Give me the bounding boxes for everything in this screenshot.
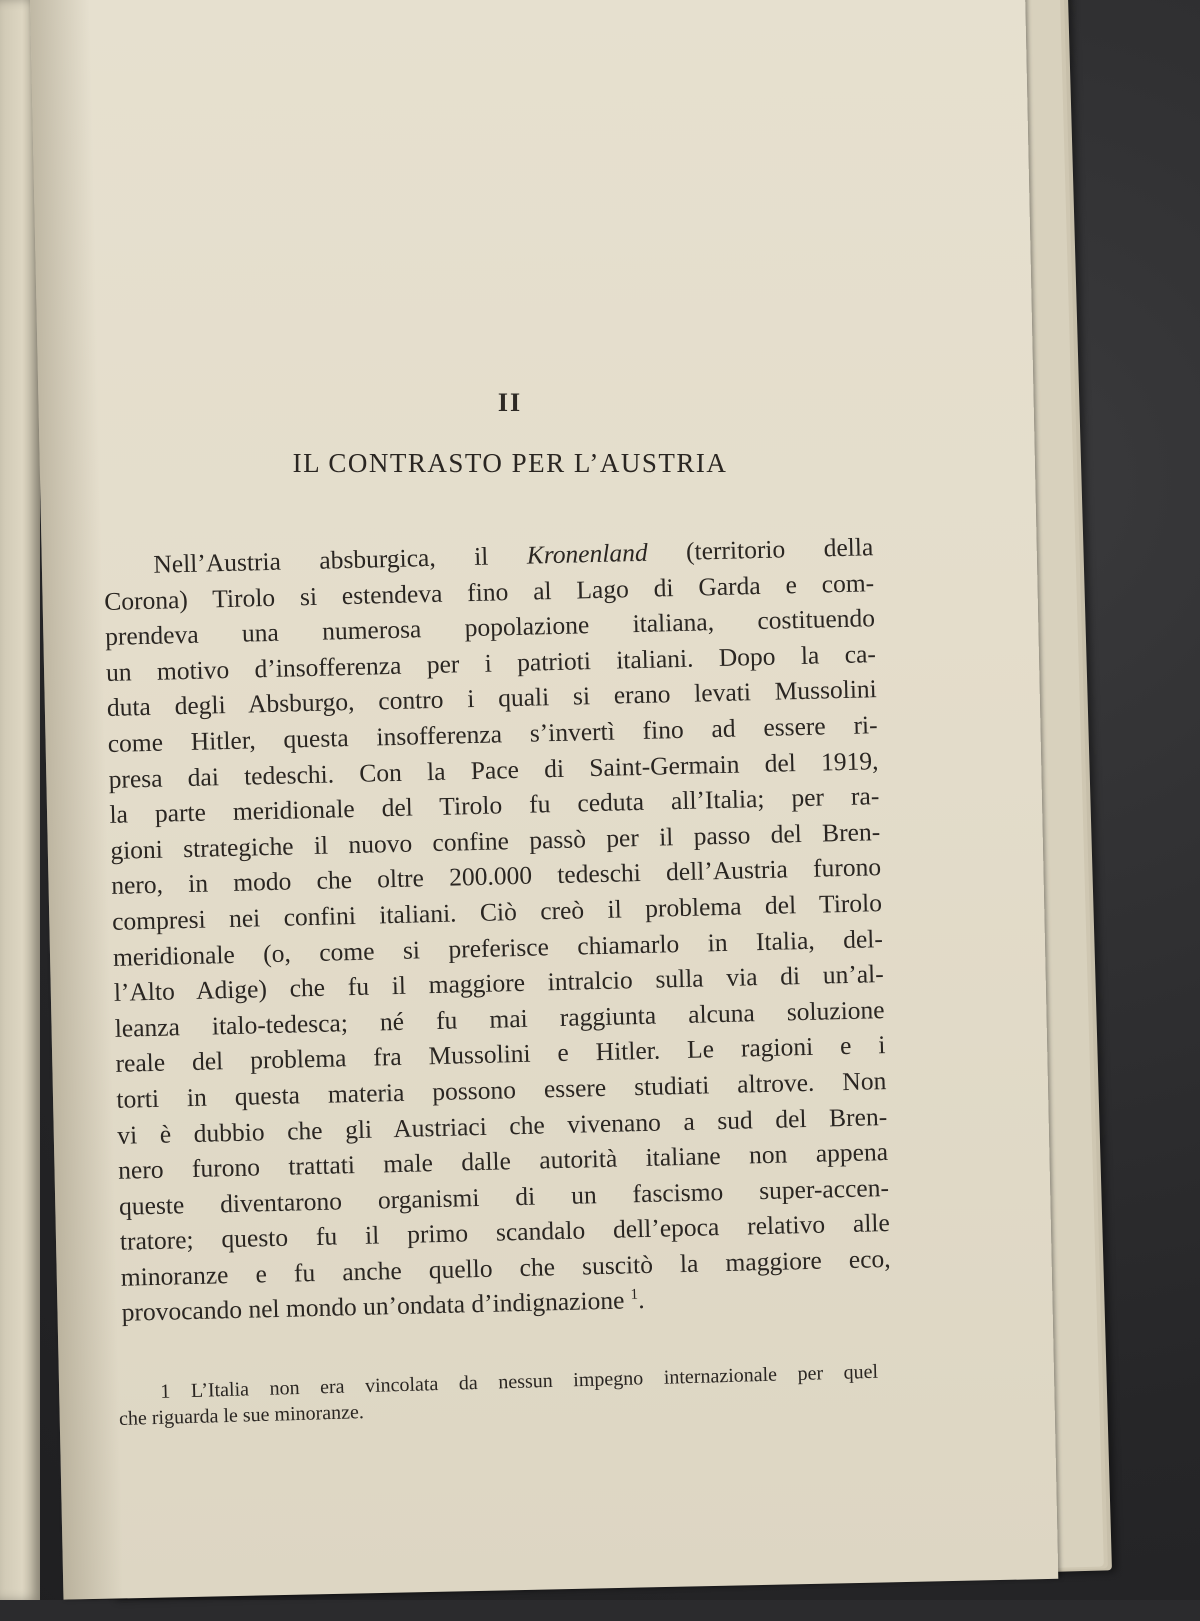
footnote-marker: 1 bbox=[160, 1380, 171, 1403]
text-line: presa dai tedeschi. Con la Pace di Saint-Germain del 1919, bbox=[108, 745, 879, 794]
text-line: vi è dubbio che gli Austriaci che vivenano a sud del Bren- bbox=[116, 1101, 888, 1150]
text-line: Corona) Tirolo si estendeva fino al Lago di Garda e com- bbox=[103, 567, 875, 616]
text-line: un motivo d’insofferenza per i patrioti italiani. Dopo la ca- bbox=[105, 638, 877, 687]
text-line: tratore; questo fu il primo scandalo dell’epoca relativo alle bbox=[119, 1208, 891, 1257]
footnote-text: L’Italia non era vincolata da nessun impegno internazionale per quel bbox=[190, 1360, 879, 1402]
text-line: gioni strategiche il nuovo confine passò per il passo del Bren- bbox=[110, 816, 881, 865]
text-line: nero furono trattati male dalle autorità italiane non appena bbox=[117, 1137, 889, 1185]
text-line: queste diventarono organismi di un fascismo super-accen- bbox=[118, 1172, 890, 1221]
text-line: nero, in modo che oltre 200.000 tedeschi dell’Austria furono bbox=[110, 852, 882, 901]
text-line: minoranze e fu anche quello che suscitò la maggiore eco, bbox=[120, 1243, 891, 1292]
text-line: duta degli Absburgo, contro i quali si erano levati Mussolini bbox=[106, 674, 878, 723]
text-line: leanza italo-tedesca; né fu mai raggiunta alcuna soluzione bbox=[114, 994, 885, 1043]
footnote-line: che riguarda le sue minoranze. bbox=[118, 1401, 365, 1430]
text-segment: provocando nel mondo un’ondata d’indignazione bbox=[121, 1285, 625, 1328]
text-line: torti in questa materia possono essere studiati altrove. Non bbox=[116, 1065, 887, 1114]
text-line: la parte meridionale del Tirolo fu ceduta all’Italia; per ra- bbox=[109, 781, 880, 830]
text-segment: Nell’Austria absburgica, il bbox=[153, 540, 528, 579]
text-segment: (territorio della bbox=[647, 532, 874, 567]
chapter-number: II bbox=[497, 388, 523, 417]
text-segment: . bbox=[637, 1285, 645, 1315]
body-paragraph bbox=[103, 529, 892, 1331]
text-line: l’Alto Adige) che fu il maggiore intralcio sulla via di un’al- bbox=[113, 959, 884, 1007]
text-line: compresi nei confini italiani. Ciò creò il problema del Tirolo bbox=[111, 888, 883, 936]
text-line: come Hitler, questa insofferenza s’invertì fino ad essere ri- bbox=[107, 710, 878, 758]
text-line: reale del problema fra Mussolini e Hitler. Le ragioni e i bbox=[115, 1030, 886, 1079]
chapter-title: IL CONTRASTO PER L’AUSTRIA bbox=[292, 448, 728, 478]
footnote bbox=[118, 1359, 879, 1432]
text-line: meridionale (o, come si preferisce chiamarlo in Italia, del- bbox=[112, 923, 884, 972]
page-content bbox=[30, 0, 1025, 1600]
book-page bbox=[30, 0, 1058, 1600]
text-line: prendeva una numerosa popolazione italiana, costituendo bbox=[104, 603, 876, 652]
italic-term: Kronenland bbox=[526, 537, 648, 570]
footnote-reference[interactable]: 1 bbox=[630, 1287, 639, 1304]
